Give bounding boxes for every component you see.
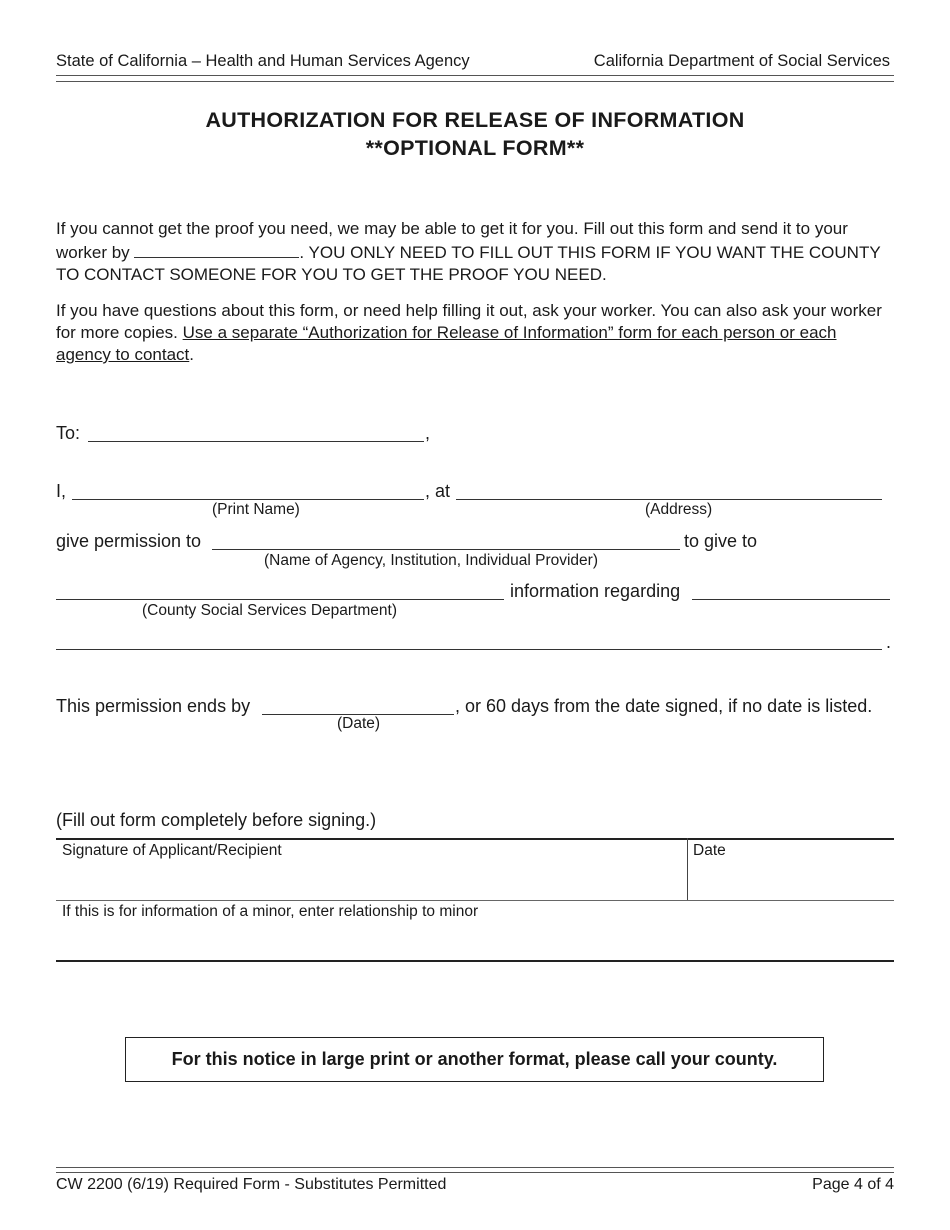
information-regarding-field[interactable] [692,599,890,600]
intro-p2-end: . [189,345,194,364]
footer-divider [56,1167,894,1173]
minor-relationship-field[interactable] [62,903,888,957]
signature-mid-rule [56,900,894,901]
agency-name-field[interactable] [212,549,680,550]
send-by-date-field[interactable] [134,240,299,258]
intro-p2-underlined: Use a separate “Authorization for Release of Information” form for each person or each agency to contact [56,323,837,364]
header-divider [56,75,894,82]
form-subtitle: **OPTIONAL FORM** [365,136,585,160]
give-permission-label: give permission to [56,531,202,551]
fill-out-note: (Fill out form completely before signing.) [56,810,377,830]
minor-relationship-label: If this is for information of a minor, enter relationship to minor [62,903,479,920]
footer-page-number: Page 4 of 4 [812,1176,894,1193]
at-label: , at [425,481,451,501]
information-regarding-label: information regarding [510,581,681,601]
address-field[interactable] [456,499,882,500]
information-continuation-field[interactable] [56,649,882,650]
end-period: . [886,632,892,652]
signature-column-divider [687,838,688,900]
permission-ends-label: This permission ends by [56,696,251,716]
header-department: California Department of Social Services [593,52,890,70]
intro-p1-end: . YOU ONLY NEED TO FILL OUT THIS FORM IF YOU WANT THE COUNTY TO CONTACT SOMEONE FOR YOU TO GET THE PROOF YOU NEED. [56,243,881,284]
intro-p2-start: If you have questions about this form, or need help filling it out, ask your worker. You can also ask your worker for more copies. [56,301,882,342]
signature-field[interactable] [62,842,682,896]
address-caption: (Address) [645,501,713,518]
large-print-notice [125,1037,824,1082]
intro-paragraph-2 [56,300,896,366]
to-label: To: [56,423,81,443]
i-label: I, [56,481,67,501]
print-name-field[interactable] [72,499,424,500]
footer-form-id: CW 2200 (6/19) Required Form - Substitutes Permitted [56,1176,447,1193]
to-give-to-label: to give to [684,531,758,551]
signature-date-label: Date [693,842,726,859]
county-department-field[interactable] [56,599,504,600]
agency-caption: (Name of Agency, Institution, Individual Provider) [264,552,598,569]
signature-date-field[interactable] [693,842,889,896]
notice-text: For this notice in large print or another format, please call your county. [171,1049,778,1069]
date-caption: (Date) [337,715,381,732]
form-title: AUTHORIZATION FOR RELEASE OF INFORMATION [205,108,745,132]
signature-label: Signature of Applicant/Recipient [62,842,282,859]
signature-bottom-rule [56,960,894,962]
print-name-caption: (Print Name) [212,501,300,518]
intro-p1-start: If you cannot get the proof you need, we may be able to get it for you. Fill out this form and send it to your worker by [56,219,848,262]
header-agency: State of California – Health and Human Services Agency [56,52,470,70]
intro-paragraph-1 [56,218,896,286]
signature-top-rule [56,838,894,840]
to-comma: , [425,423,431,443]
permission-ends-suffix: , or 60 days from the date signed, if no date is listed. [455,696,873,716]
to-field[interactable] [88,441,424,442]
county-caption: (County Social Services Department) [142,602,397,619]
